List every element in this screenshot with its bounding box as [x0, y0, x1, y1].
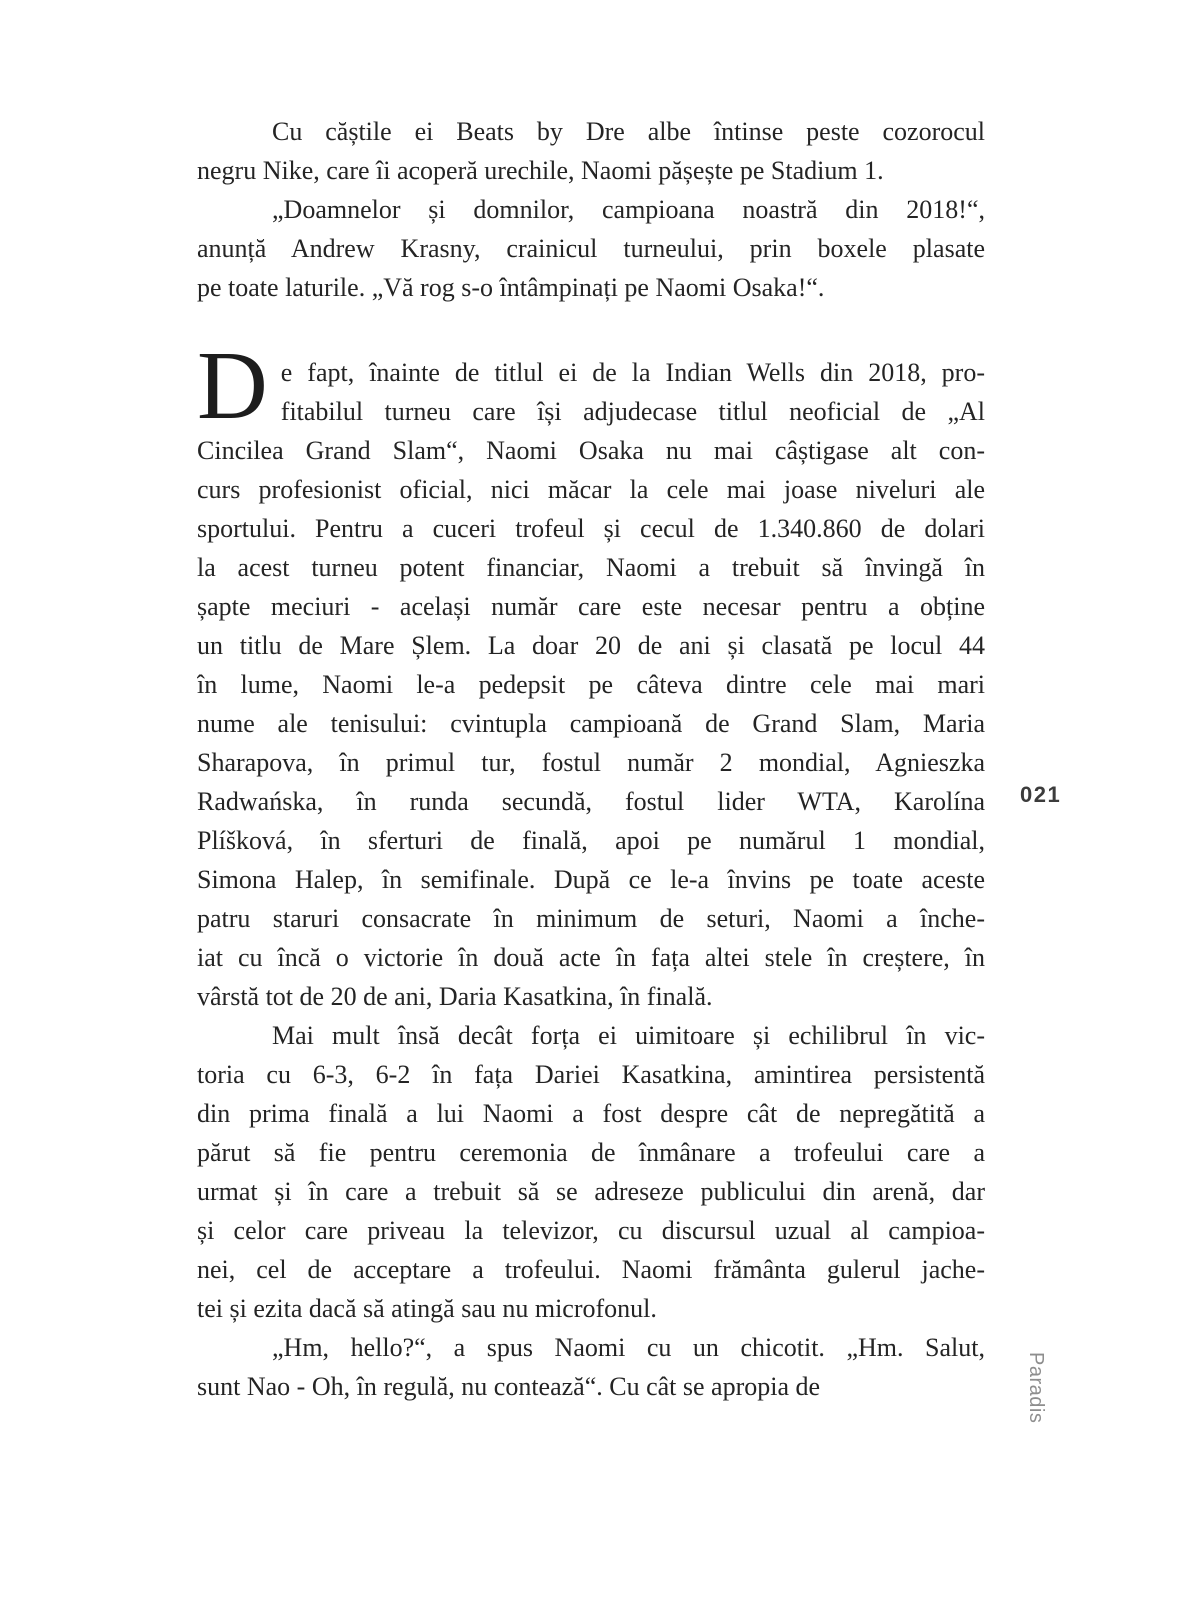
- text-line: la acest turneu potent financiar, Naomi a trebuit să învingă în: [197, 553, 985, 582]
- text-line: sportului. Pentru a cuceri trofeul și cecul de 1.340.860 de dolari: [197, 514, 985, 543]
- text-line: „Doamnelor și domnilor, campioana noastră din 2018!“,: [272, 195, 985, 224]
- text-line: în lume, Naomi le-a pedepsit pe câteva dintre cele mai mari: [197, 670, 985, 699]
- text-line: Cincilea Grand Slam“, Naomi Osaka nu mai câștigase alt con-: [197, 436, 985, 465]
- text-line: tei și ezita dacă să atingă sau nu microfonul.: [197, 1294, 657, 1323]
- text-line: patru staruri consacrate în minimum de seturi, Naomi a înche-: [197, 904, 985, 933]
- text-line: Simona Halep, în semifinale. După ce le-a învins pe toate aceste: [197, 865, 985, 894]
- text-line: pe toate laturile. „Vă rog s-o întâmpinați pe Naomi Osaka!“.: [197, 273, 825, 302]
- text-line: nume ale tenisului: cvintupla campioană de Grand Slam, Maria: [197, 709, 985, 738]
- text-line: Mai mult însă decât forța ei uimitoare și echilibrul în vic-: [272, 1021, 985, 1050]
- text-line: sunt Nao - Oh, în regulă, nu contează“. Cu cât se apropia de: [197, 1372, 821, 1401]
- text-line: iat cu încă o victorie în două acte în fața altei stele în creștere, în: [197, 943, 985, 972]
- text-line: și celor care priveau la televizor, cu discursul uzual al campioa-: [197, 1216, 985, 1245]
- text-line: vârstă tot de 20 de ani, Daria Kasatkina, în finală.: [197, 982, 713, 1011]
- paragraph: [197, 112, 985, 190]
- text-column: [197, 112, 985, 1406]
- text-line: fitabilul turneu care își adjudecase titlul neoficial de „Al: [280, 397, 985, 426]
- paragraph: [197, 1328, 985, 1406]
- text-line: „Hm, hello?“, a spus Naomi cu un chicotit. „Hm. Salut,: [272, 1333, 985, 1362]
- text-line: Radwańska, în runda secundă, fostul lider WTA, Karolína: [197, 787, 985, 816]
- text-line: e fapt, înainte de titlul ei de la Indian Wells din 2018, pro-: [280, 358, 985, 387]
- text-line: curs profesionist oficial, nici măcar la cele mai joase niveluri ale: [197, 475, 985, 504]
- paragraph: [197, 332, 985, 1016]
- drop-cap: D: [197, 332, 268, 440]
- paragraph: [197, 1016, 985, 1328]
- text-line: șapte meciuri - același număr care este necesar pentru a obține: [197, 592, 985, 621]
- text-line: din prima finală a lui Naomi a fost despre cât de nepregătită a: [197, 1099, 985, 1128]
- text-line: nei, cel de acceptare a trofeului. Naomi frământa gulerul jache-: [197, 1255, 985, 1284]
- margin-label: Paradis: [1025, 1352, 1047, 1424]
- page-number: 021: [1020, 782, 1062, 807]
- text-line: un titlu de Mare Șlem. La doar 20 de ani și clasată pe locul 44: [197, 631, 985, 660]
- text-line: toria cu 6-3, 6-2 în fața Dariei Kasatkina, amintirea persistentă: [197, 1060, 985, 1089]
- text-line: anunță Andrew Krasny, crainicul turneului, prin boxele plasate: [197, 234, 985, 263]
- text-line: Sharapova, în primul tur, fostul număr 2 mondial, Agnieszka: [197, 748, 985, 777]
- text-line: negru Nike, care îi acoperă urechile, Naomi pășește pe Stadium 1.: [197, 156, 884, 185]
- text-line: Plíšková, în sferturi de finală, apoi pe numărul 1 mondial,: [197, 826, 985, 855]
- text-line: urmat și în care a trebuit să se adreseze publicului din arenă, dar: [197, 1177, 985, 1206]
- text-line: Cu căștile ei Beats by Dre albe întinse peste cozorocul: [272, 117, 985, 146]
- text-line: părut să fie pentru ceremonia de înmânare a trofeului care a: [197, 1138, 985, 1167]
- paragraph: [197, 190, 985, 307]
